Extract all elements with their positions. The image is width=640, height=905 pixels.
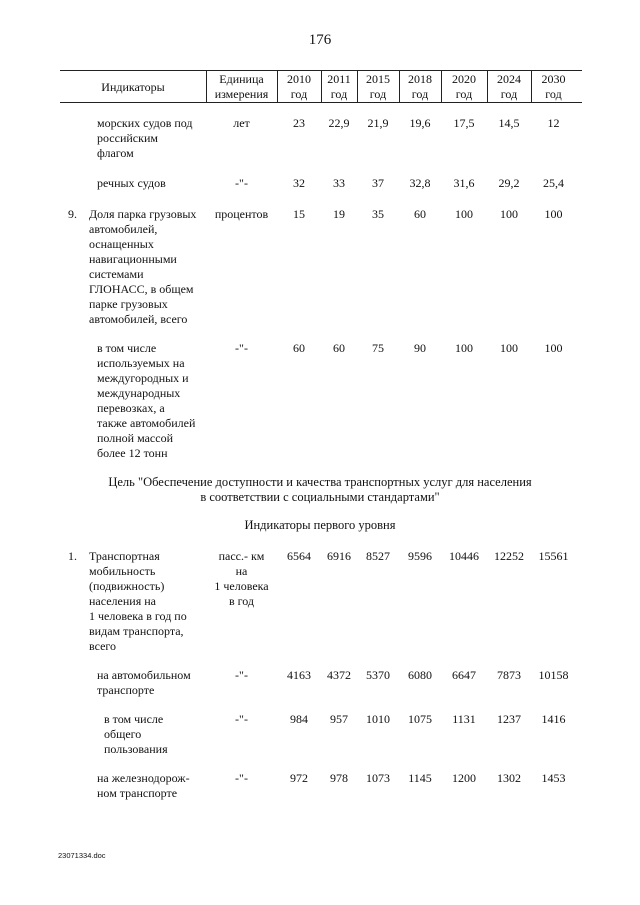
row-unit: в год <box>228 594 255 608</box>
row-label-line: оснащенных <box>89 237 154 251</box>
row-unit: 1 человека <box>214 579 269 593</box>
file-name-footer: 23071334.doc <box>58 851 106 860</box>
row-value: 1131 <box>452 712 476 726</box>
row-label-line: на железнодорож- <box>97 771 190 785</box>
header-unit <box>206 72 277 102</box>
goal-heading-line: Цель "Обеспечение доступности и качества транспортных услуг для населения <box>108 475 532 489</box>
row-value: 29,2 <box>498 176 520 190</box>
row-unit: -"- <box>235 341 248 355</box>
row-value: 8527 <box>366 549 390 563</box>
row-label-line: (подвижность) <box>89 579 165 593</box>
row-value: 32,8 <box>409 176 431 190</box>
row-value: 6080 <box>408 668 432 682</box>
row-value: 10446 <box>449 549 479 563</box>
row-value: 1075 <box>408 712 432 726</box>
row-label-line: перевозках, а <box>97 401 165 415</box>
row-label-line: автомобилей, всего <box>89 312 188 326</box>
row-value: 1200 <box>452 771 476 785</box>
row-value: 60 <box>293 341 305 355</box>
row-value: 60 <box>333 341 345 355</box>
header-bottom-rule <box>60 102 582 103</box>
row-label-line: в том числе <box>104 712 164 726</box>
row-value: 15561 <box>538 549 569 563</box>
row-value: 1145 <box>408 771 432 785</box>
row-number: 9. <box>68 207 77 221</box>
row-value: 7873 <box>497 668 521 682</box>
goal-heading-line: в соответствии с социальными стандартами" <box>200 490 440 504</box>
row-value: 21,9 <box>367 116 389 130</box>
header-unit-line: измерения <box>214 87 269 101</box>
row-value: 6647 <box>452 668 476 682</box>
row-value: 12 <box>547 116 560 130</box>
row-label-line: 1 человека в год по <box>89 609 187 623</box>
row-value: 12252 <box>494 549 524 563</box>
row-label-line: флагом <box>97 146 134 160</box>
row-unit: процентов <box>214 207 269 221</box>
row-value: 1237 <box>497 712 521 726</box>
row-label-line: Транспортная <box>89 549 160 563</box>
row-value: 957 <box>330 712 348 726</box>
row-value: 31,6 <box>453 176 475 190</box>
row-label-line: пользования <box>104 742 168 756</box>
row-value: 1416 <box>541 712 566 726</box>
row-unit: лет <box>233 116 250 130</box>
row-value: 37 <box>372 176 384 190</box>
row-label-line: парке грузовых <box>89 297 168 311</box>
row-value: 100 <box>544 341 563 355</box>
header-year: 2015 год <box>366 72 390 101</box>
row-value: 10158 <box>538 668 569 682</box>
row-unit: пасс.- км <box>218 549 265 563</box>
row-value: 15 <box>293 207 305 221</box>
page-number: 176 <box>308 32 332 48</box>
row-value: 60 <box>414 207 426 221</box>
header-year: 2018 год <box>408 72 432 101</box>
row-label-line: используемых на <box>97 356 185 370</box>
row-value: 1073 <box>366 771 390 785</box>
row-label-line: общего <box>104 727 142 741</box>
row-label-line: международных <box>97 386 181 400</box>
row-value: 4163 <box>287 668 311 682</box>
row-value: 22,9 <box>328 116 350 130</box>
row-value: 17,5 <box>453 116 475 130</box>
row-value: 100 <box>500 207 518 221</box>
row-value: 35 <box>372 207 384 221</box>
row-unit: на <box>235 564 248 578</box>
row-value: 23 <box>293 116 305 130</box>
row-value: 100 <box>544 207 563 221</box>
row-value: 1302 <box>497 771 521 785</box>
row-label-line: также автомобилей <box>97 416 196 430</box>
row-number: 1. <box>68 549 77 563</box>
row-label-line: Доля парка грузовых <box>89 207 197 221</box>
row-unit: -"- <box>235 771 248 785</box>
row-label-line: полной массой <box>97 431 174 445</box>
row-value: 978 <box>330 771 348 785</box>
row-value: 1453 <box>541 771 566 785</box>
row-value: 100 <box>455 207 473 221</box>
row-value: 19 <box>333 207 345 221</box>
row-label-line: навигационными <box>89 252 177 266</box>
row-value: 90 <box>414 341 426 355</box>
header-unit-line: Единица <box>219 72 264 86</box>
row-label-line: более 12 тонн <box>97 446 168 460</box>
row-value: 33 <box>333 176 345 190</box>
header-indicators: Индикаторы <box>101 80 165 94</box>
row-label-line: системами <box>89 267 144 281</box>
row-label-line: речных судов <box>97 176 166 190</box>
row-label-line: в том числе <box>97 341 157 355</box>
row-value: 19,6 <box>409 116 431 130</box>
header-year: 2010 год <box>287 72 311 101</box>
header-year: 2020 год <box>452 72 476 101</box>
row-label-line: транспорте <box>97 683 155 697</box>
row-value: 1010 <box>366 712 390 726</box>
row-label-line: междугородных и <box>97 371 189 385</box>
row-unit: -"- <box>235 176 248 190</box>
row-label-line: мобильность <box>89 564 156 578</box>
row-value: 75 <box>372 341 384 355</box>
row-label-line: автомобилей, <box>89 222 158 236</box>
row-value: 6916 <box>327 549 351 563</box>
row-label-line: всего <box>89 639 117 653</box>
row-label-line: населения на <box>89 594 156 608</box>
header-year: 2011 год <box>327 72 351 101</box>
row-value: 100 <box>455 341 473 355</box>
row-value: 9596 <box>408 549 432 563</box>
row-label-line: ном транспорте <box>97 786 178 800</box>
row-label-line: на автомобильном <box>97 668 191 682</box>
row-value: 100 <box>500 341 518 355</box>
row-unit: -"- <box>235 668 248 682</box>
row-value: 25,4 <box>543 176 564 190</box>
row-label-line: ГЛОНАСС, в общем <box>89 282 194 296</box>
row-value: 14,5 <box>498 116 520 130</box>
row-value: 32 <box>293 176 305 190</box>
row-label-line: видам транспорта, <box>89 624 184 638</box>
row-value: 6564 <box>287 549 311 563</box>
row-value: 972 <box>290 771 308 785</box>
row-value: 4372 <box>327 668 351 682</box>
row-value: 5370 <box>366 668 390 682</box>
header-year: 2024 год <box>497 72 521 101</box>
header-year: 2030 год <box>541 72 566 101</box>
row-label-line: морских судов под <box>97 116 193 130</box>
level-title: Индикаторы первого уровня <box>244 518 396 532</box>
row-label-line: российским <box>97 131 158 145</box>
row-value: 984 <box>290 712 308 726</box>
row-unit: -"- <box>235 712 248 726</box>
